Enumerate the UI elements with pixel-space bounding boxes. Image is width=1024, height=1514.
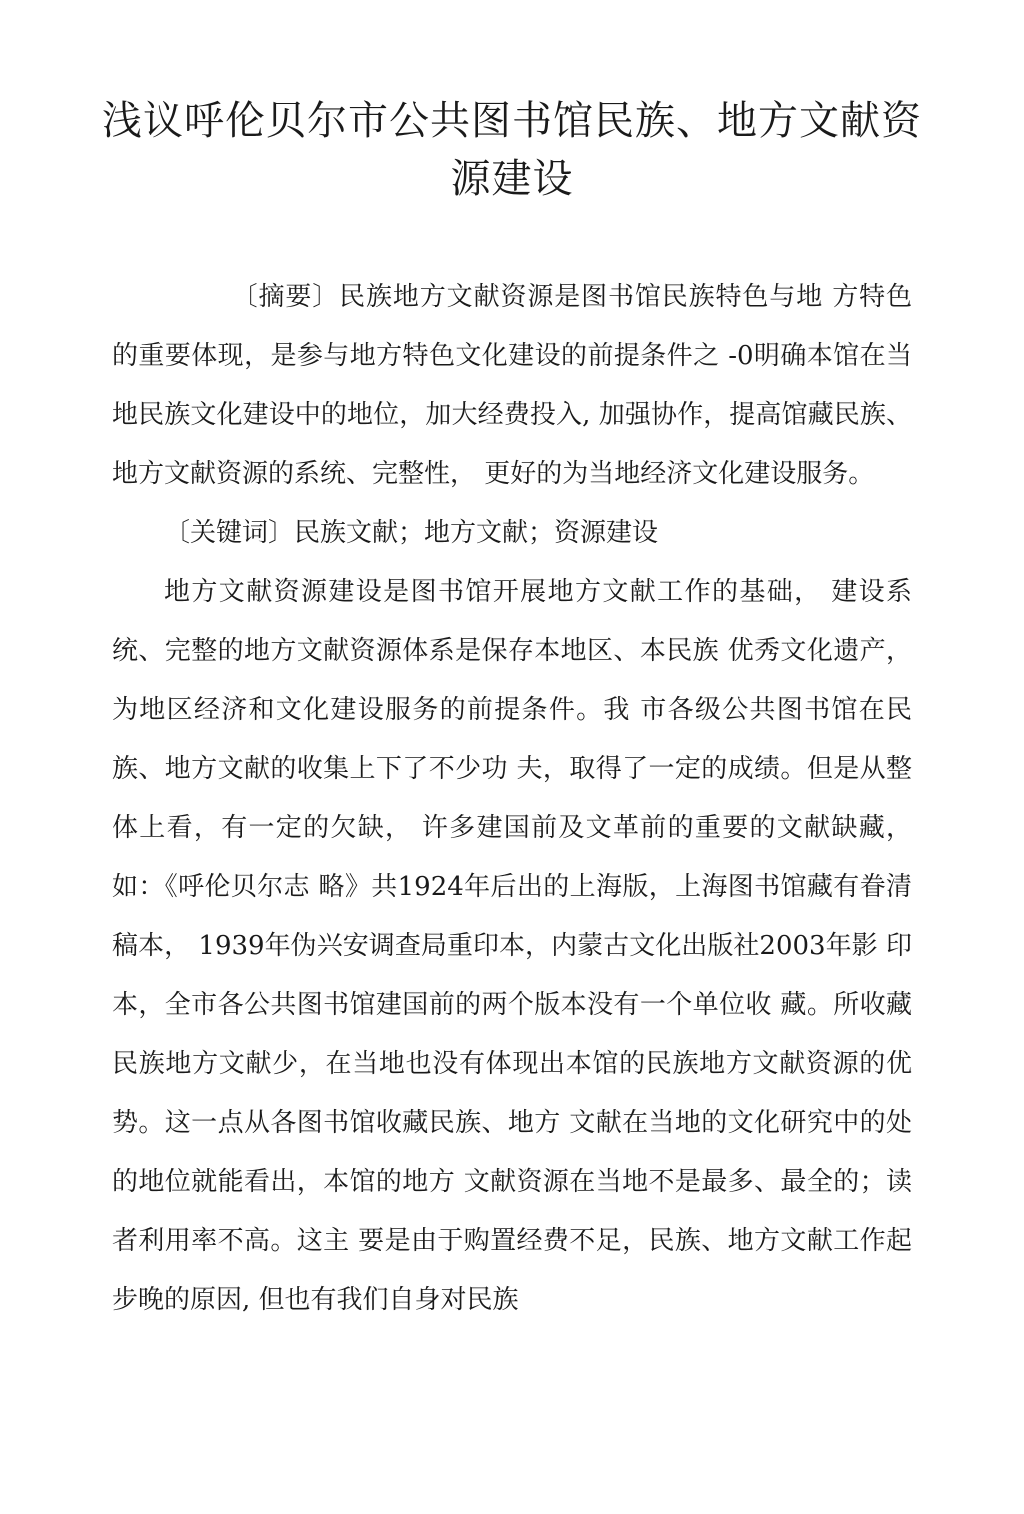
body-paragraph: 地方文献资源建设是图书馆开展地方文献工作的基础， 建设系统、完整的地方文献资源体系是保存本地区、本民族 优秀文化遗产，为地区经济和文化建设服务的前提条件。我 市各级公共图书馆在民族、地方文献的收集上下了不少功 夫，取得了一定的成绩。但是从整体上看，有一定的欠缺， 许多建国前及文革前的重要的文献缺藏，如：《呼伦贝尔志 略》共1924年后出的上海版，上海图书馆藏有眷清稿本， 1939年伪兴安调查局重印本，内蒙古文化出版社2003年影 印本，全市各公共图书馆建国前的两个版本没有一个单位收 藏。所收藏民族地方文献少，在当地也没有体现出本馆的民族地方文献资源的优势。这一点从各图书馆收藏民族、地方 文献在当地的文化研究中的处的地位就能看出，本馆的地方 文献资源在当地不是最多、最全的；读者利用率不高。这主 要是由于购置经费不足，民族、地方文献工作起步晚的原因, 但也有我们自身对民族 [112, 577, 912, 1315]
keywords-paragraph: 〔关键词〕民族文献；地方文献；资源建设 [164, 518, 659, 548]
document-title: 浅议呼伦贝尔市公共图书馆民族、地方文献资源建设 [102, 98, 922, 202]
document-body [112, 268, 912, 1330]
abstract-paragraph: 〔摘要〕民族地方文献资源是图书馆民族特色与地 方特色的重要体现，是参与地方特色文化建设的前提条件之 -0明确本馆在当地民族文化建设中的地位，加大经费投入, 加强协作，提高馆藏民族、地方文献资源的系统、完整性， 更好的为当地经济文化建设服务。 [112, 282, 912, 489]
